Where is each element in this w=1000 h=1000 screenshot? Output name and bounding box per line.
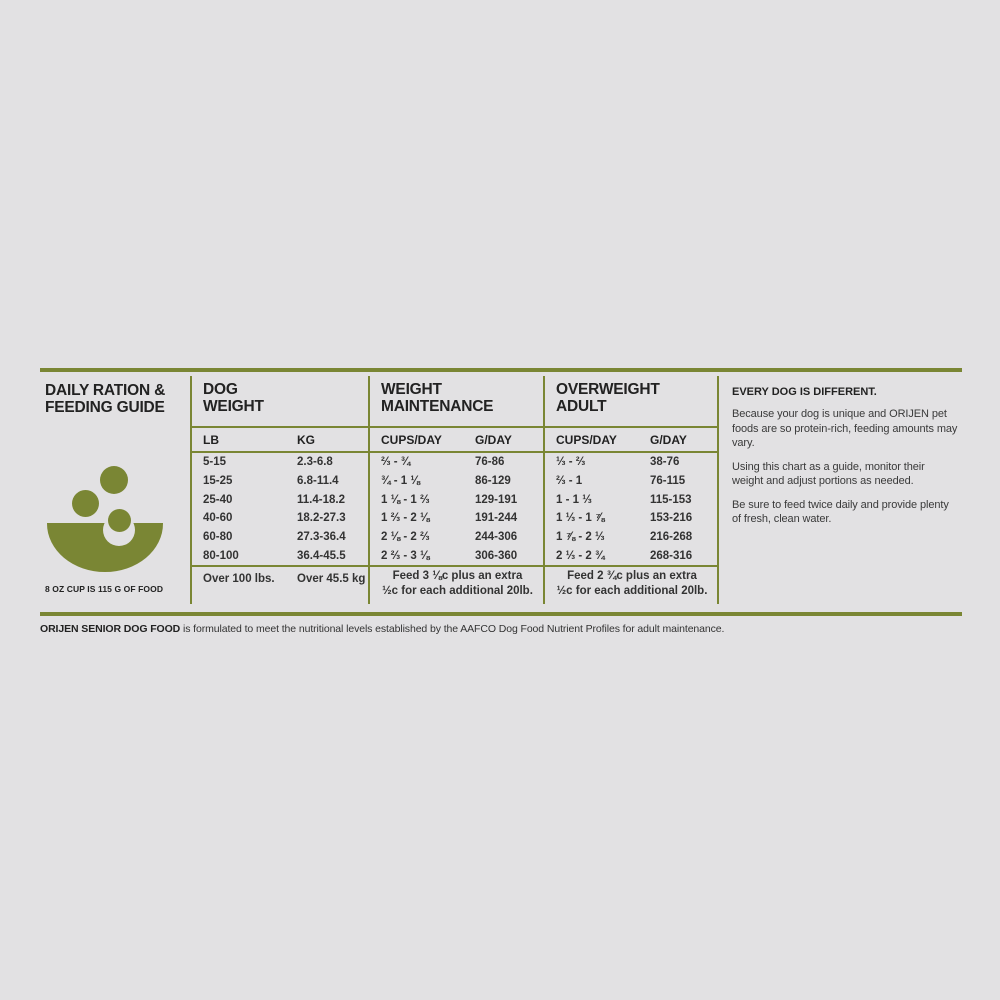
table-row [370,528,543,547]
cell-cups: 2 ⅓ - 2 ¾ [556,549,605,562]
cell-kg: 18.2-27.3 [297,512,346,525]
bottom-rule [40,612,962,616]
feeding-guide-sheet [40,368,962,635]
cell-grams: 129-191 [475,493,518,506]
extra-feed-note-line1: Feed 2 ¾c plus an extra [567,570,697,582]
table-row [545,528,717,547]
advice-paragraph: Be sure to feed twice daily and provide plenty of fresh, clean water. [732,498,949,525]
cell-grams: 115-153 [650,493,692,506]
advice-paragraph: Because your dog is unique and ORIJEN pet foods are so protein-rich, feeding amounts may vary. [732,408,958,449]
table-row [370,472,543,491]
advice-heading: EVERY DOG IS DIFFERENT. [732,386,877,398]
extra-feed-note-line2: ½c for each additional 20lb. [382,585,533,597]
extra-feed-note-line1: Feed 3 ⅛c plus an extra [392,570,523,582]
cell-lb: 40-60 [203,512,233,525]
cell-kg: 36.4-45.5 [297,549,346,562]
cell-grams: 306-360 [475,549,518,562]
cell-grams: 244-306 [475,531,518,544]
cell-cups: 1 ⅓ - 1 ⅞ [556,512,605,525]
cell-cups: 1 ⅛ - 1 ⅔ [381,493,430,506]
page-title [45,382,184,416]
table-row [370,546,543,565]
cell-lb: 5-15 [203,456,227,469]
kibble-bowl-icon [45,466,184,574]
page-title-line1: DAILY RATION & [45,382,166,399]
col-header-kg: KG [297,432,315,447]
table-row [545,490,717,509]
table-row [192,453,368,472]
column-headers [192,428,368,451]
column-headers [545,428,717,451]
section-overweight-adult [543,376,717,604]
cell-grams: 191-244 [475,512,518,525]
section-title-line: MAINTENANCE [381,398,494,415]
extra-feed-note [370,567,543,603]
cell-lb: 15-25 [203,475,233,487]
cell-grams: 268-316 [650,549,693,562]
cell-cups: ⅔ - 1 [556,475,583,487]
cell-grams: 86-129 [475,475,511,487]
col-header-grams: G/DAY [475,432,512,447]
over-weight-note [192,567,368,603]
cell-grams: 76-115 [650,475,686,487]
advice-panel [717,376,962,604]
cell-cups: 2 ⅛ - 2 ⅔ [381,531,430,544]
section-title-line: WEIGHT [381,381,442,398]
cell-kg: 11.4-18.2 [297,493,345,506]
extra-feed-note-line2: ½c for each additional 20lb. [556,585,708,597]
section-title-line: OVERWEIGHT [556,381,660,398]
cell-lb: 60-80 [203,531,233,544]
cell-kg: 2.3-6.8 [297,456,333,469]
section-weight-maintenance-title [370,376,543,426]
cell-grams: 76-86 [475,456,505,469]
table-row [192,528,368,547]
section-dog-weight [190,376,368,604]
table-row [370,453,543,472]
table-row [192,546,368,565]
col-header-lb: LB [203,432,219,447]
cell-cups: 1 - 1 ⅓ [556,493,592,506]
section-title-line: DOG [203,381,238,398]
col-header-cups: CUPS/DAY [381,432,442,447]
cell-kg: 27.3-36.4 [297,531,346,544]
cell-cups: ⅓ - ⅔ [556,456,586,469]
dog-weight-rows [192,453,368,565]
kibble-circle-icon [100,466,128,494]
over-kg: Over 45.5 kg [297,573,366,585]
cell-cups: 1 ⅞ - 2 ⅓ [556,531,605,544]
overweight-adult-rows [545,453,717,565]
table-row [192,490,368,509]
kibble-circle-icon [108,509,131,532]
over-lb: Over 100 lbs. [203,573,275,585]
table-row [545,509,717,528]
section-title-line: WEIGHT [203,398,264,415]
section-title-line: ADULT [556,398,607,415]
cell-cups: 2 ⅔ - 3 ⅛ [381,549,430,562]
cell-lb: 25-40 [203,493,233,506]
table-row [545,453,717,472]
cell-cups: 1 ⅔ - 2 ⅛ [381,512,430,525]
top-rule [40,368,962,372]
cell-lb: 80-100 [203,549,239,562]
aafco-statement-body: is formulated to meet the nutritional levels established by the AAFCO Dog Food Nutrient Profiles for adult maintenance. [180,623,725,635]
table-row [192,472,368,491]
section-dog-weight-title [192,376,368,426]
kibble-circle-icon [72,490,99,517]
section-weight-maintenance [368,376,543,604]
col-header-grams: G/DAY [650,432,687,447]
cell-grams: 216-268 [650,531,693,544]
table-row [545,472,717,491]
cup-measure-note: 8 OZ CUP IS 115 G OF FOOD [45,584,164,594]
extra-feed-note [545,567,717,603]
cell-grams: 38-76 [650,456,680,469]
advice-paragraph: Using this chart as a guide, monitor their weight and adjust portions as needed. [732,460,925,487]
aafco-statement [40,623,962,635]
cell-cups: ¾ - 1 ⅛ [381,475,420,487]
weight-maintenance-rows [370,453,543,565]
section-overweight-adult-title [545,376,717,426]
page-title-line2: FEEDING GUIDE [45,399,165,416]
table-row [370,490,543,509]
cell-grams: 153-216 [650,512,693,525]
table-row [545,546,717,565]
feeding-guide-table [40,376,962,604]
column-headers [370,428,543,451]
col-header-cups: CUPS/DAY [556,432,617,447]
table-row [370,509,543,528]
table-row [192,509,368,528]
aafco-statement-product: ORIJEN SENIOR DOG FOOD [40,623,181,635]
cell-kg: 6.8-11.4 [297,475,339,487]
left-info-panel [40,376,190,604]
cell-cups: ⅔ - ¾ [381,456,411,469]
